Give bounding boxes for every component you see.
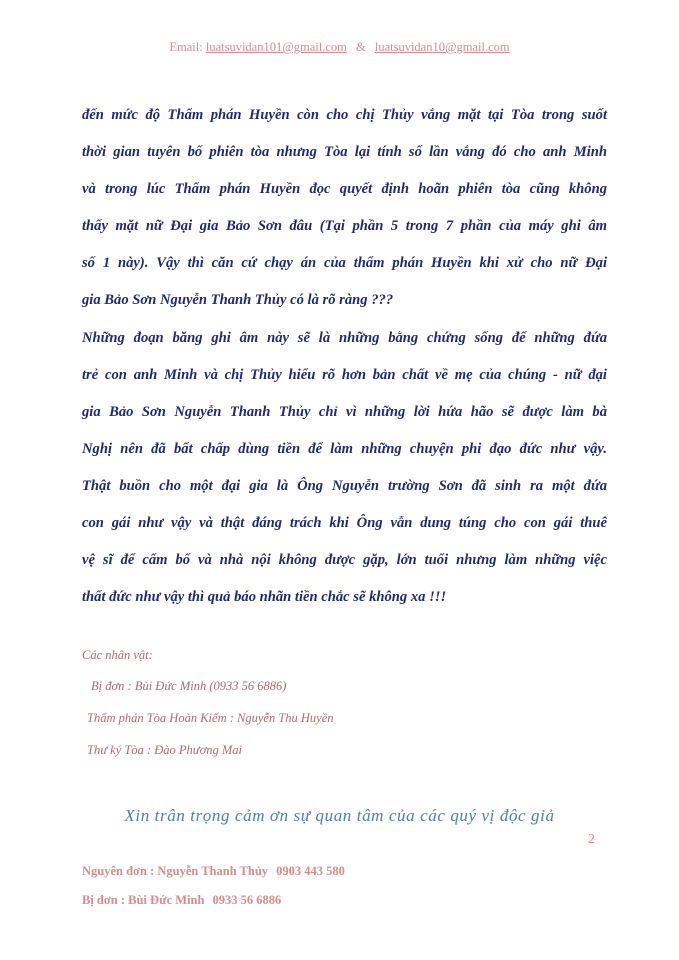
text-line: trẻ con anh Minh và chị Thủy hiểu rõ hơn bản chất về mẹ của chúng - nữ đại — [82, 366, 607, 383]
text-line: Thật buồn cho một đại gia là Ông Nguyễn trường Sơn đã sinh ra một đứa — [82, 477, 607, 494]
text-line: gia Bảo Sơn Nguyễn Thanh Thủy chỉ vì những lời hứa hão sẽ được làm bà — [82, 403, 607, 420]
thank-you-note: Xin trân trọng cảm ơn sự quan tâm của các quý vị độc giả — [124, 806, 555, 825]
text-line: thấy mặt nữ Đại gia Bảo Sơn đâu (Tại phần 5 trong 7 phần của máy ghi âm — [82, 218, 607, 235]
text-line: vệ sĩ để cấm bố và nhà nội không được gặp, lớn tuổi nhưng làm những việc — [82, 552, 607, 569]
footer-defendant-phone: 0933 56 6886 — [212, 893, 282, 907]
text-line: con gái như vậy và thật đáng trách khi Ông vẫn dung túng cho con gái thuê — [82, 515, 607, 532]
text-line: thời gian tuyên bố phiên tòa nhưng Tòa lại tính số lần vắng đó cho anh Minh — [82, 144, 607, 161]
characters-heading: Các nhân vật: — [82, 648, 153, 662]
text-line: Những đoạn băng ghi âm này sẽ là những bằng chứng sống để những đứa — [82, 329, 607, 346]
character-clerk: Thư ký Tòa : Đào Phương Mai — [87, 743, 243, 757]
character-judge: Thẩm phán Tòa Hoàn Kiếm : Nguyễn Thu Huyền — [87, 711, 334, 725]
text-line: Nghị nên đã bất chấp dùng tiền để làm những chuyện phi đạo đức như vậy. — [82, 440, 607, 457]
email-header — [0, 40, 679, 55]
character-defendant: Bị đơn : Bùi Đức Minh (0933 56 6886) — [91, 679, 287, 693]
paragraph-1 — [82, 97, 607, 320]
email-separator: & — [355, 40, 366, 54]
footer-plaintiff-phone: 0903 443 580 — [276, 864, 345, 878]
email-link-1[interactable]: luatsuvidan101@gmail.com — [205, 40, 347, 54]
text-line: thất đức như vậy thì quả báo nhãn tiền chắc sẽ không xa !!! — [82, 589, 447, 606]
text-line: số 1 này). Vậy thì căn cứ chạy án của thẩm phán Huyền khi xử cho nữ Đại — [82, 255, 607, 272]
text-line: và trong lúc Thẩm phán Huyền đọc quyết định hoãn phiên tòa cũng không — [82, 181, 607, 198]
email-link-2[interactable]: luatsuvidan10@gmail.com — [374, 40, 510, 54]
main-paragraphs — [82, 97, 607, 616]
text-line: gia Bảo Sơn Nguyễn Thanh Thủy có là rõ ràng ??? — [82, 292, 394, 309]
footer-defendant-label: Bị đơn : Bùi Đức Minh — [82, 893, 205, 907]
footer-plaintiff-label: Nguyên đơn : Nguyễn Thanh Thủy — [82, 864, 269, 878]
email-prefix: Email: — [169, 40, 203, 54]
page-number: 2 — [588, 832, 595, 847]
footer-defendant — [82, 893, 281, 908]
footer-plaintiff — [82, 864, 345, 879]
paragraph-2 — [82, 320, 607, 617]
text-line: đến mức độ Thẩm phán Huyền còn cho chị Thủy vắng mặt tại Tòa trong suốt — [82, 107, 607, 123]
